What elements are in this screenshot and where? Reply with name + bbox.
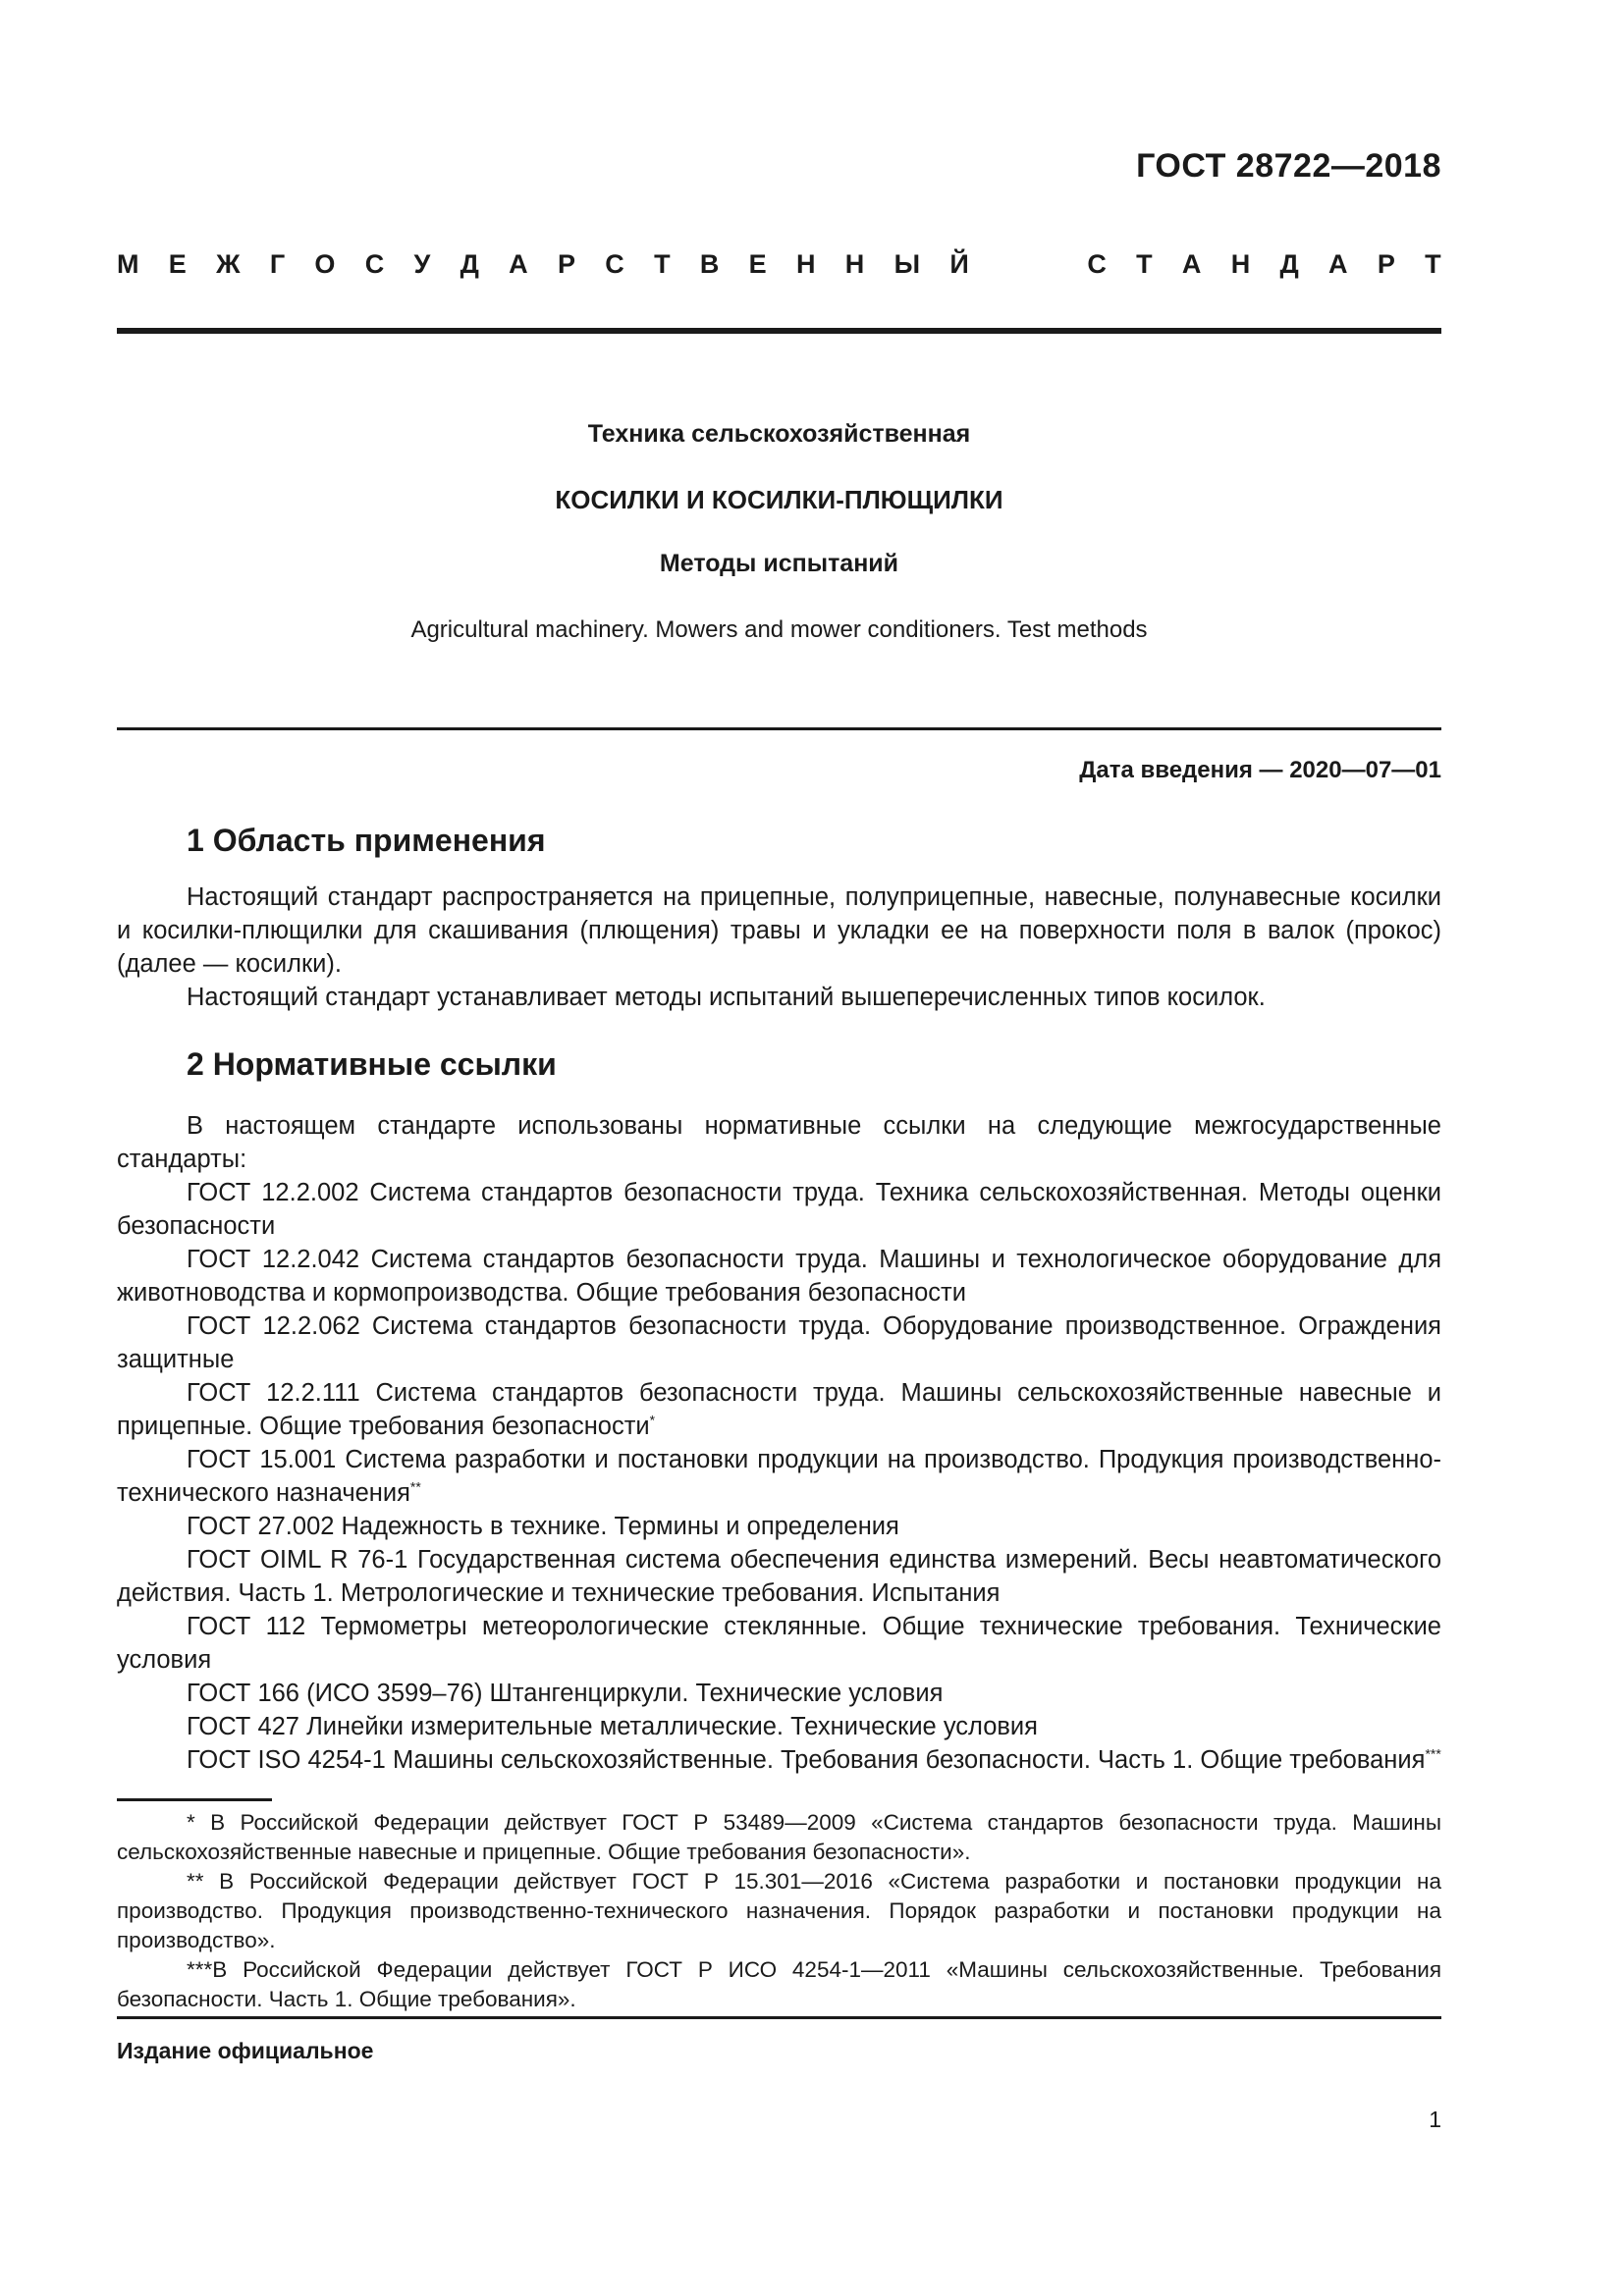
banner-letter: Е <box>168 249 187 279</box>
reference-item <box>117 1543 1441 1610</box>
reference-text: ГОСТ 12.2.002 Система стандартов безопасности труда. Техника сельскохозяйственная. Методы оценки безопасности <box>117 1179 1441 1240</box>
reference-item <box>117 1510 1441 1543</box>
banner-letter: Н <box>1230 249 1251 279</box>
reference-item <box>117 1677 1441 1710</box>
banner-letter: О <box>314 249 336 279</box>
title-line-2: КОСИЛКИ И КОСИЛКИ-ПЛЮЩИЛКИ <box>555 485 1003 514</box>
banner-letter: Н <box>795 249 816 279</box>
banner-letter: С <box>1087 249 1107 279</box>
reference-text: ГОСТ ISO 4254-1 Машины сельскохозяйственные. Требования безопасности. Часть 1. Общие требования <box>187 1746 1426 1774</box>
banner-letter: С <box>605 249 624 279</box>
footnote-text: ** В Российской Федерации действует ГОСТ Р 15.301—2016 «Система разработки и постановки продукции на производство. Продукция производственно-технического назначения. Порядок разработки и постановки продукции на производство». <box>117 1869 1441 1952</box>
footnote-item <box>117 1808 1441 1867</box>
banner-letter: А <box>1181 249 1202 279</box>
banner-letter: Е <box>748 249 767 279</box>
title-rule <box>117 727 1441 730</box>
banner-letter: А <box>509 249 528 279</box>
reference-item <box>117 1176 1441 1243</box>
banner-letter: М <box>117 249 139 279</box>
footnote-item <box>117 1955 1441 2014</box>
footnote-rule <box>117 1798 272 1801</box>
reference-item <box>117 1243 1441 1309</box>
banner-letter: Д <box>460 249 479 279</box>
section-2-body <box>117 1109 1441 1777</box>
footnote-item <box>117 1867 1441 1955</box>
footnote-mark: ** <box>409 1478 421 1495</box>
reference-item <box>117 1443 1441 1510</box>
page-number: 1 <box>1429 2107 1441 2132</box>
banner-letter: Т <box>1136 249 1153 279</box>
official-edition-label: Издание официальное <box>117 2038 374 2063</box>
banner-letter: В <box>699 249 720 279</box>
reference-item <box>117 1376 1441 1443</box>
banner-letter: Т <box>1425 249 1441 279</box>
footnote-text: ***В Российской Федерации действует ГОСТ Р ИСО 4254-1—2011 «Машины сельскохозяйственные. Требования безопасности. Часть 1. Общие требования». <box>117 1957 1441 2011</box>
reference-text: ГОСТ 166 (ИСО 3599–76) Штангенциркули. Технические условия <box>187 1680 944 1707</box>
banner-letter: У <box>413 249 431 279</box>
banner-letter: А <box>1328 249 1348 279</box>
footnote-mark: *** <box>1425 1745 1441 1762</box>
banner-letter: Ж <box>216 249 241 279</box>
banner-letter: Т <box>654 249 671 279</box>
section-1-paragraph-1: Настоящий стандарт распространяется на прицепные, полуприцепные, навесные, полунавесные косилки и косилки-плющилки для скашивания (плющения) травы и укладки ее на поверхности поля в валок (прокос) (далее — косилки). <box>117 883 1441 978</box>
section-1-paragraph-2: Настоящий стандарт устанавливает методы испытаний вышеперечисленных типов косилок. <box>187 984 1266 1011</box>
section-2-heading: 2 Нормативные ссылки <box>187 1046 557 1082</box>
footnote-mark: * <box>649 1412 656 1428</box>
reference-text: ГОСТ 15.001 Система разработки и постановки продукции на производство. Продукция производственно-технического назначения <box>117 1446 1441 1507</box>
reference-text: ГОСТ 12.2.042 Система стандартов безопасности труда. Машины и технологическое оборудование для животноводства и кормопроизводства. Общие требования безопасности <box>117 1246 1441 1307</box>
reference-item <box>117 1743 1441 1777</box>
reference-item <box>117 1309 1441 1376</box>
reference-text: ГОСТ 112 Термометры метеорологические стеклянные. Общие технические требования. Технические условия <box>117 1613 1441 1674</box>
reference-text: ГОСТ OIML R 76-1 Государственная система обеспечения единства измерений. Весы неавтоматического действия. Часть 1. Метрологические и технические требования. Испытания <box>117 1546 1441 1607</box>
banner-letter: Н <box>844 249 865 279</box>
interstate-standard-banner <box>117 249 1441 280</box>
reference-text: ГОСТ 427 Линейки измерительные металлические. Технические условия <box>187 1713 1038 1740</box>
section-2-intro: В настоящем стандарте использованы нормативные ссылки на следующие межгосударственные стандарты: <box>117 1112 1441 1173</box>
footnote-text: * В Российской Федерации действует ГОСТ Р 53489—2009 «Система стандартов безопасности труда. Машины сельскохозяйственные навесные и прицепные. Общие требования безопасности». <box>117 1810 1441 1864</box>
reference-text: ГОСТ 12.2.062 Система стандартов безопасности труда. Оборудование производственное. Ограждения защитные <box>117 1312 1441 1373</box>
title-line-3: Методы испытаний <box>659 550 899 577</box>
banner-letter: Ы <box>893 249 921 279</box>
reference-item <box>117 1710 1441 1743</box>
banner-letter: Д <box>1279 249 1299 279</box>
introduction-date: Дата введения — 2020—07—01 <box>1079 757 1441 783</box>
reference-text: ГОСТ 27.002 Надежность в технике. Термины и определения <box>187 1513 899 1540</box>
header-rule <box>117 328 1441 334</box>
standard-number: ГОСТ 28722—2018 <box>1136 147 1441 185</box>
footnotes <box>117 1808 1441 2014</box>
banner-letter: Р <box>557 249 575 279</box>
section-1-heading: 1 Область применения <box>187 823 546 858</box>
footer-rule <box>117 2016 1441 2019</box>
reference-text: ГОСТ 12.2.111 Система стандартов безопасности труда. Машины сельскохозяйственные навесные и прицепные. Общие требования безопасности <box>117 1379 1441 1440</box>
section-1-body <box>117 881 1441 1014</box>
title-line-1: Техника сельскохозяйственная <box>587 420 971 448</box>
banner-letter: Г <box>269 249 286 279</box>
banner-gap <box>999 249 1057 280</box>
title-english: Agricultural machinery. Mowers and mower conditioners. Test methods <box>410 616 1148 643</box>
banner-letter: С <box>364 249 385 279</box>
banner-letter: Р <box>1377 249 1395 279</box>
reference-item <box>117 1610 1441 1677</box>
banner-letter: Й <box>949 249 969 279</box>
